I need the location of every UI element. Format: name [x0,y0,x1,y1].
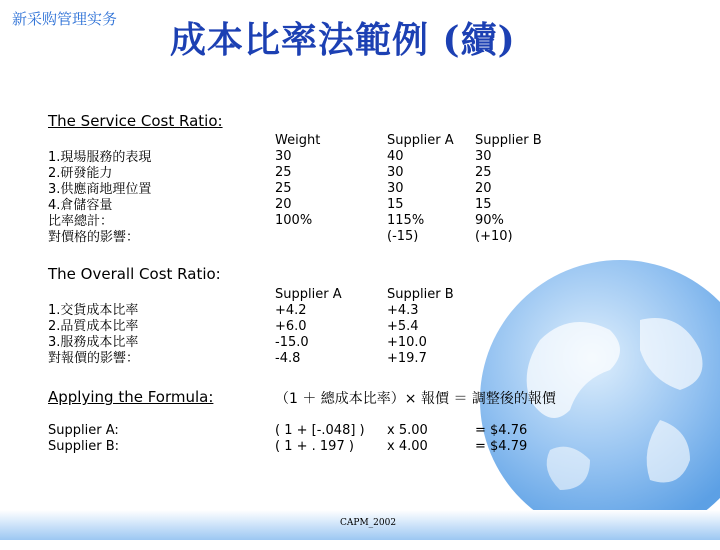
formula-expression: （1 ＋ 總成本比率）× 報價 ＝ 調整後的報價 [275,391,556,407]
column-header: Supplier B [387,287,454,302]
overall-supplier-a-column [275,287,342,367]
overall-heading: The Overall Cost Ratio: [48,265,221,283]
supplier-a-impact: (-15) [387,229,419,244]
formula-ratio-column [275,423,365,455]
formula-ratio: ( 1 + . 197 ) [275,439,354,454]
formula-result: = $4.79 [475,439,528,454]
supplier-b-total: 90% [475,213,504,228]
service-label: 4.倉儲容量 [48,198,113,213]
service-label: 2.研發能力 [48,166,113,181]
brand-label: 新采购管理实务 [12,10,118,28]
formula-price: x 4.00 [387,439,428,454]
overall-labels [48,303,139,367]
slide-title: 成本比率法範例 (續) [170,19,516,61]
overall-label: 1.交貨成本比率 [48,303,139,318]
weight-value: 30 [275,149,292,164]
overall-b-value: +10.0 [387,335,427,350]
formula-ratio: ( 1 + [-.048] ) [275,423,365,438]
supplier-a-value: 15 [387,197,404,212]
service-label: 對價格的影響： [48,230,140,245]
supplier-b-value: 15 [475,197,492,212]
overall-a-value: +4.2 [275,303,307,318]
formula-row-label: Supplier B: [48,439,119,454]
service-heading: The Service Cost Ratio: [48,112,223,130]
overall-label: 3.服務成本比率 [48,335,139,350]
service-labels [48,150,151,246]
formula-result: = $4.76 [475,423,528,438]
weight-value: 25 [275,165,292,180]
formula-price-column [387,423,428,455]
formula-row-label: Supplier A: [48,423,119,438]
supplier-a-total: 115% [387,213,425,228]
service-label: 比率總計： [48,214,114,229]
overall-a-total: -4.8 [275,351,301,366]
weight-value: 25 [275,181,292,196]
overall-label: 2.品質成本比率 [48,319,139,334]
supplier-b-value: 20 [475,181,492,196]
formula-price: x 5.00 [387,423,428,438]
weight-value: 20 [275,197,292,212]
overall-label: 對報價的影響： [48,351,140,366]
overall-supplier-b-column [387,287,454,367]
service-weight-column [275,133,320,229]
supplier-b-value: 30 [475,149,492,164]
weight-total: 100% [275,213,313,228]
supplier-a-value: 30 [387,181,404,196]
footer-label: CAPM_2002 [340,518,397,528]
service-label: 3.供應商地理位置 [48,182,152,197]
supplier-a-value: 30 [387,165,404,180]
column-header: Supplier B [475,133,542,148]
service-supplier-b-column [475,133,542,245]
overall-a-value: -15.0 [275,335,309,350]
overall-b-value: +5.4 [387,319,419,334]
column-header: Weight [275,133,321,148]
overall-b-value: +4.3 [387,303,419,318]
formula-row-labels [48,423,119,455]
service-supplier-a-column [387,133,454,245]
service-label: 1.現場服務的表現 [48,150,152,165]
formula-result-column [475,423,527,455]
formula-heading: Applying the Formula: [48,388,214,406]
supplier-b-value: 25 [475,165,492,180]
supplier-b-impact: (+10) [475,229,513,244]
column-header: Supplier A [387,133,454,148]
column-header: Supplier A [275,287,342,302]
overall-b-total: +19.7 [387,351,427,366]
supplier-a-value: 40 [387,149,404,164]
overall-a-value: +6.0 [275,319,307,334]
